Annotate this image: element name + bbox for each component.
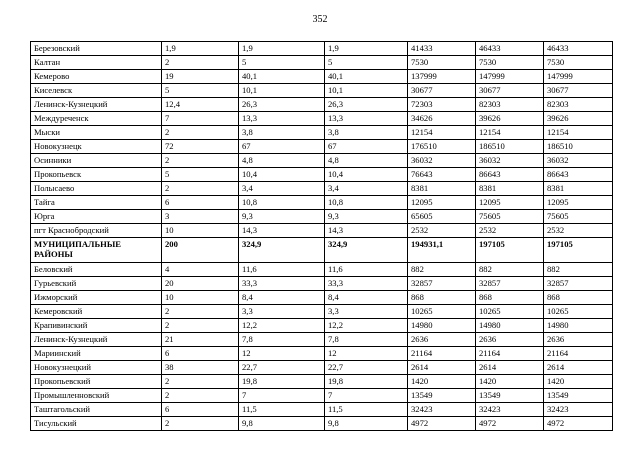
municipality-name-cell: пгт Краснобродский [31,224,162,238]
value-cell-4: 4972 [408,417,476,431]
value-cell-6: 147999 [544,70,613,84]
value-cell-3: 12,2 [325,319,408,333]
value-cell-6: 36032 [544,154,613,168]
value-cell-6: 10265 [544,305,613,319]
value-cell-1: 1,9 [162,42,239,56]
value-cell-3: 10,4 [325,168,408,182]
municipality-name-cell: Ленинск-Кузнецкий [31,333,162,347]
table-row [31,319,613,333]
value-cell-3: 67 [325,140,408,154]
table-row [31,168,613,182]
value-cell-2: 3,4 [239,182,325,196]
municipality-name-cell: Тисульский [31,417,162,431]
value-cell-4: 32857 [408,277,476,291]
value-cell-6: 1420 [544,375,613,389]
municipality-name-cell: Новокузнецк [31,140,162,154]
value-cell-3: 3,3 [325,305,408,319]
value-cell-6: 2532 [544,224,613,238]
value-cell-4: 2614 [408,361,476,375]
value-cell-6: 882 [544,263,613,277]
value-cell-4: 137999 [408,70,476,84]
value-cell-4: 1420 [408,375,476,389]
value-cell-3: 8,4 [325,291,408,305]
value-cell-6: 868 [544,291,613,305]
value-cell-4: 21164 [408,347,476,361]
value-cell-3: 9,8 [325,417,408,431]
value-cell-1: 12,4 [162,98,239,112]
value-cell-6: 13549 [544,389,613,403]
municipality-name-cell: Кемеровский [31,305,162,319]
table-row [31,196,613,210]
table-row [31,347,613,361]
table-row [31,70,613,84]
value-cell-4: 14980 [408,319,476,333]
value-cell-3: 4,8 [325,154,408,168]
municipality-name-cell: Ленинск-Кузнецкий [31,98,162,112]
value-cell-1: 2 [162,154,239,168]
municipality-name-cell: Новокузнецкий [31,361,162,375]
value-cell-4: 13549 [408,389,476,403]
value-cell-2: 10,8 [239,196,325,210]
value-cell-4: 868 [408,291,476,305]
value-cell-3: 33,3 [325,277,408,291]
value-cell-5: 12095 [476,196,544,210]
municipality-name-cell: Осинники [31,154,162,168]
value-cell-6: 12154 [544,126,613,140]
page-number: 352 [312,14,328,25]
value-cell-5: 186510 [476,140,544,154]
value-cell-6: 86643 [544,168,613,182]
value-cell-6: 46433 [544,42,613,56]
table-row [31,126,613,140]
value-cell-3: 26,3 [325,98,408,112]
value-cell-2: 22,7 [239,361,325,375]
value-cell-2: 13,3 [239,112,325,126]
municipality-name-cell: Тайга [31,196,162,210]
value-cell-2: 19,8 [239,375,325,389]
value-cell-1: 2 [162,126,239,140]
municipality-name-cell: Березовский [31,42,162,56]
value-cell-2: 4,8 [239,154,325,168]
municipality-name-cell: Беловский [31,263,162,277]
value-cell-5: 2636 [476,333,544,347]
value-cell-6: 14980 [544,319,613,333]
value-cell-6: 2614 [544,361,613,375]
value-cell-1: 2 [162,417,239,431]
table-row [31,361,613,375]
value-cell-2: 3,8 [239,126,325,140]
value-cell-6: 197105 [544,238,613,263]
value-cell-3: 10,8 [325,196,408,210]
value-cell-3: 3,4 [325,182,408,196]
value-cell-4: 12154 [408,126,476,140]
value-cell-6: 82303 [544,98,613,112]
value-cell-2: 5 [239,56,325,70]
value-cell-2: 8,4 [239,291,325,305]
municipality-name-cell: Междуреченск [31,112,162,126]
value-cell-2: 67 [239,140,325,154]
value-cell-6: 2636 [544,333,613,347]
value-cell-4: 194931,1 [408,238,476,263]
value-cell-4: 176510 [408,140,476,154]
value-cell-5: 2614 [476,361,544,375]
value-cell-6: 8381 [544,182,613,196]
table-body [31,42,613,431]
value-cell-2: 11,6 [239,263,325,277]
value-cell-4: 32423 [408,403,476,417]
value-cell-5: 36032 [476,154,544,168]
value-cell-6: 12095 [544,196,613,210]
value-cell-4: 36032 [408,154,476,168]
value-cell-6: 7530 [544,56,613,70]
section-header-row [31,238,613,263]
value-cell-3: 7 [325,389,408,403]
value-cell-2: 12,2 [239,319,325,333]
value-cell-6: 32423 [544,403,613,417]
value-cell-1: 2 [162,389,239,403]
value-cell-2: 324,9 [239,238,325,263]
value-cell-1: 6 [162,347,239,361]
value-cell-4: 882 [408,263,476,277]
value-cell-5: 10265 [476,305,544,319]
value-cell-2: 26,3 [239,98,325,112]
municipality-name-cell: Гурьевский [31,277,162,291]
value-cell-1: 20 [162,277,239,291]
value-cell-4: 8381 [408,182,476,196]
value-cell-4: 2532 [408,224,476,238]
value-cell-4: 12095 [408,196,476,210]
table-row [31,277,613,291]
value-cell-2: 7 [239,389,325,403]
value-cell-3: 11,5 [325,403,408,417]
value-cell-5: 21164 [476,347,544,361]
municipality-name-cell: Мыски [31,126,162,140]
value-cell-5: 32857 [476,277,544,291]
value-cell-5: 147999 [476,70,544,84]
table-row [31,56,613,70]
table-row [31,305,613,319]
value-cell-1: 7 [162,112,239,126]
value-cell-5: 197105 [476,238,544,263]
value-cell-1: 38 [162,361,239,375]
value-cell-5: 82303 [476,98,544,112]
value-cell-5: 14980 [476,319,544,333]
value-cell-1: 200 [162,238,239,263]
value-cell-4: 72303 [408,98,476,112]
value-cell-2: 1,9 [239,42,325,56]
value-cell-1: 4 [162,263,239,277]
municipality-name-cell: Ижморский [31,291,162,305]
value-cell-5: 8381 [476,182,544,196]
table-row [31,210,613,224]
municipality-name-cell: Промышленновский [31,389,162,403]
table-row [31,140,613,154]
table-row [31,417,613,431]
table-row [31,291,613,305]
value-cell-6: 39626 [544,112,613,126]
value-cell-2: 10,4 [239,168,325,182]
value-cell-5: 30677 [476,84,544,98]
value-cell-1: 2 [162,305,239,319]
table-row [31,112,613,126]
value-cell-4: 30677 [408,84,476,98]
municipality-name-cell: Калтан [31,56,162,70]
value-cell-1: 2 [162,375,239,389]
value-cell-3: 9,3 [325,210,408,224]
value-cell-1: 10 [162,291,239,305]
value-cell-5: 13549 [476,389,544,403]
value-cell-2: 9,3 [239,210,325,224]
value-cell-5: 882 [476,263,544,277]
value-cell-5: 2532 [476,224,544,238]
table-row [31,389,613,403]
value-cell-3: 11,6 [325,263,408,277]
value-cell-3: 22,7 [325,361,408,375]
value-cell-1: 72 [162,140,239,154]
value-cell-1: 21 [162,333,239,347]
value-cell-2: 33,3 [239,277,325,291]
value-cell-1: 2 [162,182,239,196]
value-cell-6: 21164 [544,347,613,361]
table-row [31,154,613,168]
table-row [31,98,613,112]
value-cell-3: 19,8 [325,375,408,389]
table-row [31,375,613,389]
table-row [31,224,613,238]
value-cell-6: 32857 [544,277,613,291]
value-cell-4: 76643 [408,168,476,182]
value-cell-6: 4972 [544,417,613,431]
table-row [31,333,613,347]
value-cell-6: 75605 [544,210,613,224]
value-cell-3: 324,9 [325,238,408,263]
value-cell-2: 11,5 [239,403,325,417]
value-cell-5: 868 [476,291,544,305]
table-row [31,182,613,196]
municipality-name-cell: Прокопьевск [31,168,162,182]
value-cell-2: 40,1 [239,70,325,84]
value-cell-4: 2636 [408,333,476,347]
value-cell-5: 4972 [476,417,544,431]
table-row [31,84,613,98]
table-row [31,42,613,56]
municipality-name-cell: Таштагольский [31,403,162,417]
municipality-name-cell: Прокопьевский [31,375,162,389]
value-cell-3: 3,8 [325,126,408,140]
data-table [30,41,613,431]
value-cell-1: 2 [162,56,239,70]
value-cell-5: 75605 [476,210,544,224]
municipality-name-cell: Мариинский [31,347,162,361]
value-cell-2: 12 [239,347,325,361]
value-cell-1: 6 [162,196,239,210]
value-cell-5: 86643 [476,168,544,182]
value-cell-6: 30677 [544,84,613,98]
municipality-name-cell: Кемерово [31,70,162,84]
value-cell-3: 1,9 [325,42,408,56]
value-cell-2: 9,8 [239,417,325,431]
municipality-name-cell: Крапивинский [31,319,162,333]
value-cell-1: 2 [162,319,239,333]
value-cell-1: 5 [162,168,239,182]
value-cell-3: 5 [325,56,408,70]
municipality-name-cell: Юрга [31,210,162,224]
value-cell-2: 10,1 [239,84,325,98]
value-cell-3: 12 [325,347,408,361]
municipality-name-cell: Полысаево [31,182,162,196]
value-cell-3: 13,3 [325,112,408,126]
value-cell-4: 7530 [408,56,476,70]
value-cell-4: 65605 [408,210,476,224]
value-cell-5: 46433 [476,42,544,56]
value-cell-6: 186510 [544,140,613,154]
value-cell-1: 5 [162,84,239,98]
value-cell-1: 10 [162,224,239,238]
value-cell-1: 6 [162,403,239,417]
value-cell-5: 7530 [476,56,544,70]
value-cell-4: 10265 [408,305,476,319]
table-row [31,403,613,417]
value-cell-1: 3 [162,210,239,224]
value-cell-4: 34626 [408,112,476,126]
value-cell-5: 32423 [476,403,544,417]
municipality-name-cell: Киселевск [31,84,162,98]
value-cell-5: 12154 [476,126,544,140]
value-cell-3: 10,1 [325,84,408,98]
value-cell-5: 1420 [476,375,544,389]
value-cell-4: 41433 [408,42,476,56]
value-cell-3: 14,3 [325,224,408,238]
value-cell-2: 14,3 [239,224,325,238]
value-cell-5: 39626 [476,112,544,126]
table-row [31,263,613,277]
value-cell-2: 7,8 [239,333,325,347]
value-cell-3: 7,8 [325,333,408,347]
value-cell-1: 19 [162,70,239,84]
value-cell-2: 3,3 [239,305,325,319]
value-cell-3: 40,1 [325,70,408,84]
municipality-name-cell: МУНИЦИПАЛЬНЫЕ РАЙОНЫ [31,238,162,263]
